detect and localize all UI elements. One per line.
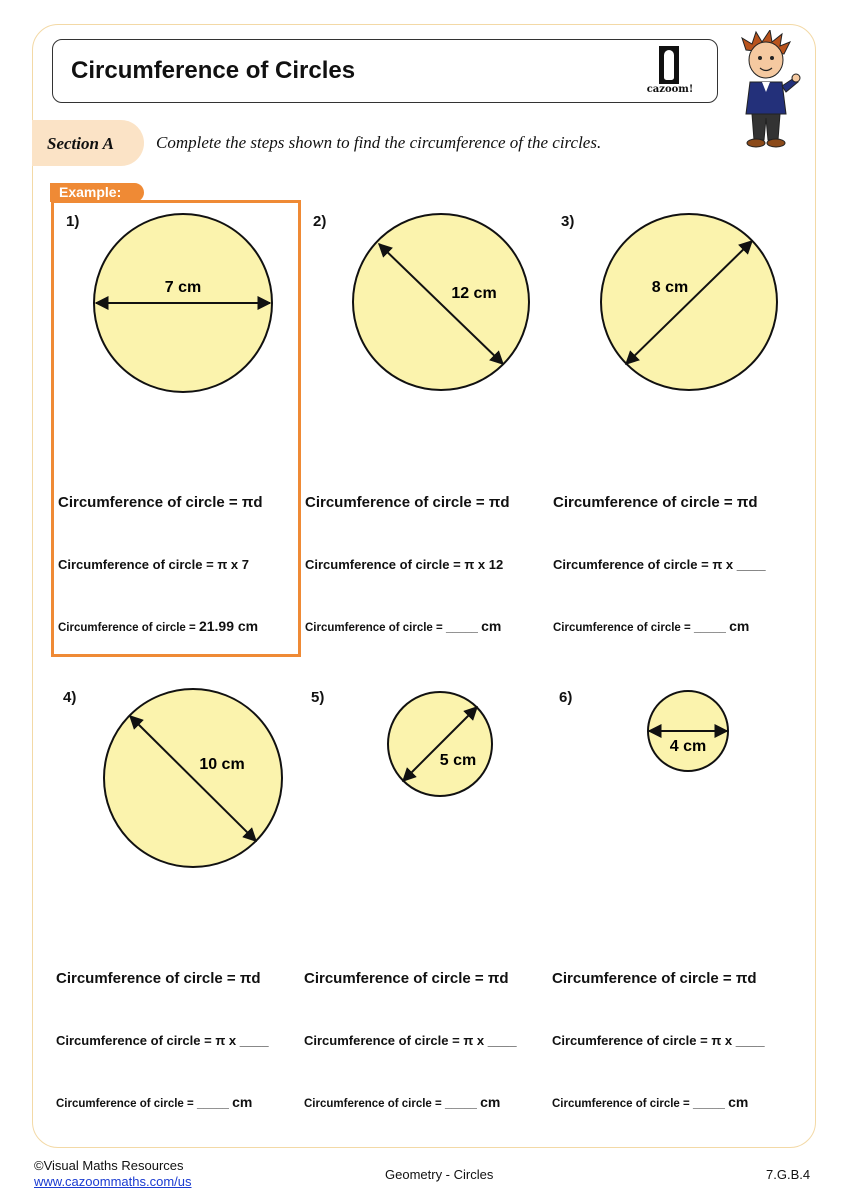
substitution-line-6[interactable]: Circumference of circle = π x ____ xyxy=(552,1033,765,1048)
formula-line-4: Circumference of circle = πd xyxy=(56,970,261,987)
answer-value-1: 21.99 cm xyxy=(198,618,259,634)
substitution-line-4[interactable]: Circumference of circle = π x ____ xyxy=(56,1033,269,1048)
website-link[interactable]: www.cazoommaths.com/us xyxy=(34,1174,192,1189)
measure-label-1: 7 cm xyxy=(164,279,202,296)
circle-2 xyxy=(353,214,529,390)
logo-text: cazoom! xyxy=(646,84,694,95)
question-number-1: 1) xyxy=(66,213,80,230)
substitution-line-3[interactable]: Circumference of circle = π x ____ xyxy=(553,557,766,572)
answer-blank-2[interactable]: _____ xyxy=(445,622,478,634)
answer-unit-3: cm xyxy=(729,618,750,634)
footer-code: 7.G.B.4 xyxy=(766,1167,811,1182)
circle-1 xyxy=(94,214,272,392)
circle-6 xyxy=(648,691,728,771)
example-tag: Example: xyxy=(50,183,144,202)
question-number-3: 3) xyxy=(561,213,575,230)
formula-line-2: Circumference of circle = πd xyxy=(305,494,510,511)
answer-unit-2: cm xyxy=(481,618,502,634)
substitution-line-2: Circumference of circle = π x 12 xyxy=(305,557,504,572)
answer-unit-5: cm xyxy=(480,1094,501,1110)
answer-blank-3[interactable]: _____ xyxy=(693,622,726,634)
answer-label-3: Circumference of circle = xyxy=(553,622,691,634)
answer-label-2: Circumference of circle = xyxy=(305,622,443,634)
answer-label-6: Circumference of circle = xyxy=(552,1098,690,1110)
page-title: Circumference of Circles xyxy=(71,57,356,84)
answer-blank-4[interactable]: _____ xyxy=(196,1098,229,1110)
answer-unit-4: cm xyxy=(232,1094,253,1110)
answer-line-5 xyxy=(304,1094,500,1110)
circle-3 xyxy=(601,214,777,390)
answer-label-5: Circumference of circle = xyxy=(304,1098,442,1110)
section-label: Section A xyxy=(47,134,114,153)
answer-line-3 xyxy=(553,618,749,634)
formula-line-5: Circumference of circle = πd xyxy=(304,970,509,987)
measure-label-5: 5 cm xyxy=(439,752,477,769)
answer-label-1: Circumference of circle = xyxy=(58,622,196,634)
answer-label-4: Circumference of circle = xyxy=(56,1098,194,1110)
question-number-2: 2) xyxy=(313,213,327,230)
answer-unit-6: cm xyxy=(728,1094,749,1110)
substitution-line-1: Circumference of circle = π x 7 xyxy=(58,557,249,572)
formula-line-1: Circumference of circle = πd xyxy=(58,494,263,511)
measure-label-3: 8 cm xyxy=(651,279,689,296)
circle-5 xyxy=(388,692,492,796)
measure-label-2: 12 cm xyxy=(451,285,497,302)
formula-line-3: Circumference of circle = πd xyxy=(553,494,758,511)
question-number-4: 4) xyxy=(63,689,77,706)
circle-4 xyxy=(104,689,282,867)
footer-left xyxy=(34,1158,192,1190)
measure-label-6: 4 cm xyxy=(669,738,707,755)
question-number-5: 5) xyxy=(311,689,325,706)
answer-line-6 xyxy=(552,1094,748,1110)
substitution-line-5[interactable]: Circumference of circle = π x ____ xyxy=(304,1033,517,1048)
measure-label-4: 10 cm xyxy=(199,756,245,773)
answer-blank-6[interactable]: _____ xyxy=(692,1098,725,1110)
instructions: Complete the steps shown to find the circumference of the circles. xyxy=(156,133,602,152)
answer-line-4 xyxy=(56,1094,252,1110)
formula-line-6: Circumference of circle = πd xyxy=(552,970,757,987)
copyright-text: ©Visual Maths Resources xyxy=(34,1158,184,1173)
answer-line-2 xyxy=(305,618,501,634)
answer-line-1 xyxy=(58,618,258,634)
answer-blank-5[interactable]: _____ xyxy=(444,1098,477,1110)
footer-topic: Geometry - Circles xyxy=(385,1167,494,1182)
question-number-6: 6) xyxy=(559,689,573,706)
